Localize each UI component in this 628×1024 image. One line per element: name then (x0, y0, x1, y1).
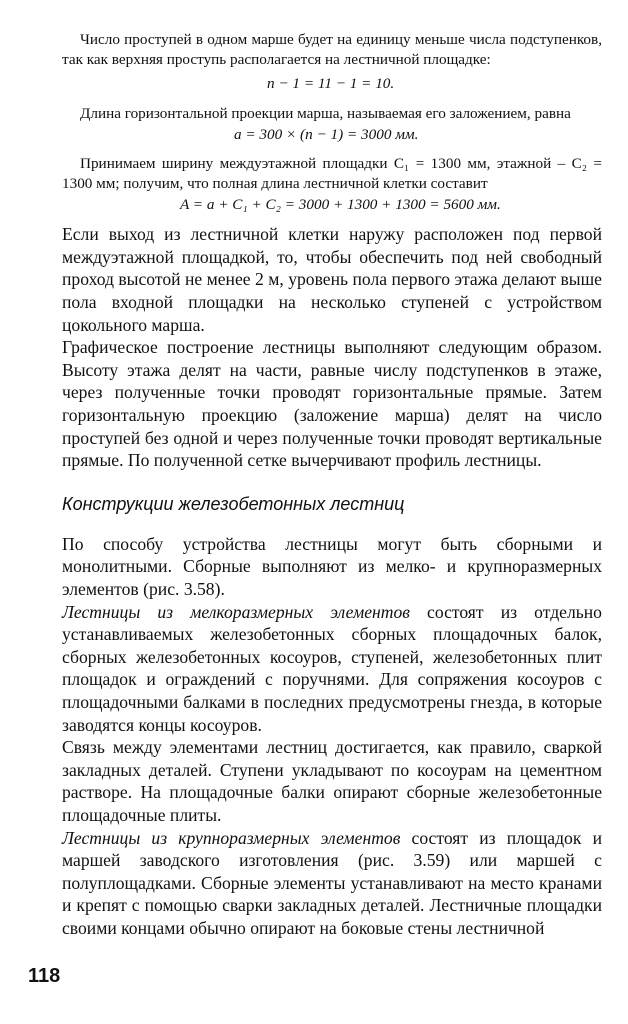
body-paragraph-small-elements (62, 601, 602, 737)
body-paragraph-types: По способу устройства лестницы могут быть сборными и монолитными. Сборные выполняют из мелко- и крупноразмерных элементов (рис. 3.58). (62, 533, 602, 599)
intro-paragraph-2: Длина горизонтальной проекции марша, называемая его заложением, равна (80, 105, 571, 123)
body-paragraph-large-elements (62, 827, 602, 940)
section-heading: Конструкции железобетонных лестниц (62, 493, 405, 514)
page-content (62, 30, 602, 939)
formula-treads: n − 1 = 11 − 1 = 10. (267, 74, 395, 92)
formula-total-length: A = a + C₁ + C₂ = 3000 + 1300 + 1300 = 5600 мм. (180, 195, 501, 213)
term-small-elements: Лестницы из мелкоразмерных элементов (62, 601, 410, 622)
intro-paragraph-1: Число проступей в одном марше будет на единицу меньше числа подступенков, так как верхняя проступь располагается на лестничной площадке: (62, 31, 602, 69)
intro-paragraph-3: Принимаем ширину междуэтажной площадки C₁ = 1300 мм, этажной – C₂ = 1300 мм; получим, что полная длина лестничной клетки составит (62, 155, 602, 193)
formula-run-length: a = 300 × (n − 1) = 3000 мм. (234, 125, 419, 143)
body-paragraph-exit: Если выход из лестничной клетки наружу расположен под первой междуэтажной площадкой, то, чтобы обеспечить под ней свободный проход высотой не менее 2 м, уровень пола первого этажа делают выше пола входной площадки на несколько ступеней с устройством цокольного марша. (62, 224, 602, 335)
page-number: 118 (28, 965, 61, 987)
term-large-elements: Лестницы из крупноразмерных элементов (62, 827, 401, 848)
small-elements-text: состоят из отдельно устанавливаемых железобетонных сборных площадочных балок, сборных железобетонных косоуров, ступеней, железобетонных плит площадок и ограждений с поручнями. Для сопряжения косоуров с площадочными балками в последних предусмотрены гнезда, в которые заводятся концы косоуров. (62, 601, 602, 735)
body-paragraph-graphic: Графическое построение лестницы выполняют следующим образом. Высоту этажа делят на части, равные числу подступенков в этаже, через полученные точки проводят горизонтальные прямые. Затем горизонтальную проекцию (заложение марша) делят на число проступей без одной и через полученные точки проводят вертикальные прямые. По полученной сетке вычерчивают профиль лестницы. (62, 337, 602, 471)
body-paragraph-welding: Связь между элементами лестниц достигается, как правило, сваркой закладных деталей. Ступени укладывают по косоурам на цементном растворе. На площадочные балки опирают сборные железобетонные площадочные плиты. (62, 737, 602, 825)
large-elements-text: состоят из площадок и маршей заводского изготовления (рис. 3.59) или маршей с полуплощадками. Сборные элементы устанавливают на место кранами и крепят с помощью сварки закладных деталей. Лестничные площадки своими концами обычно опирают на боковые стены лестничной (62, 827, 602, 938)
